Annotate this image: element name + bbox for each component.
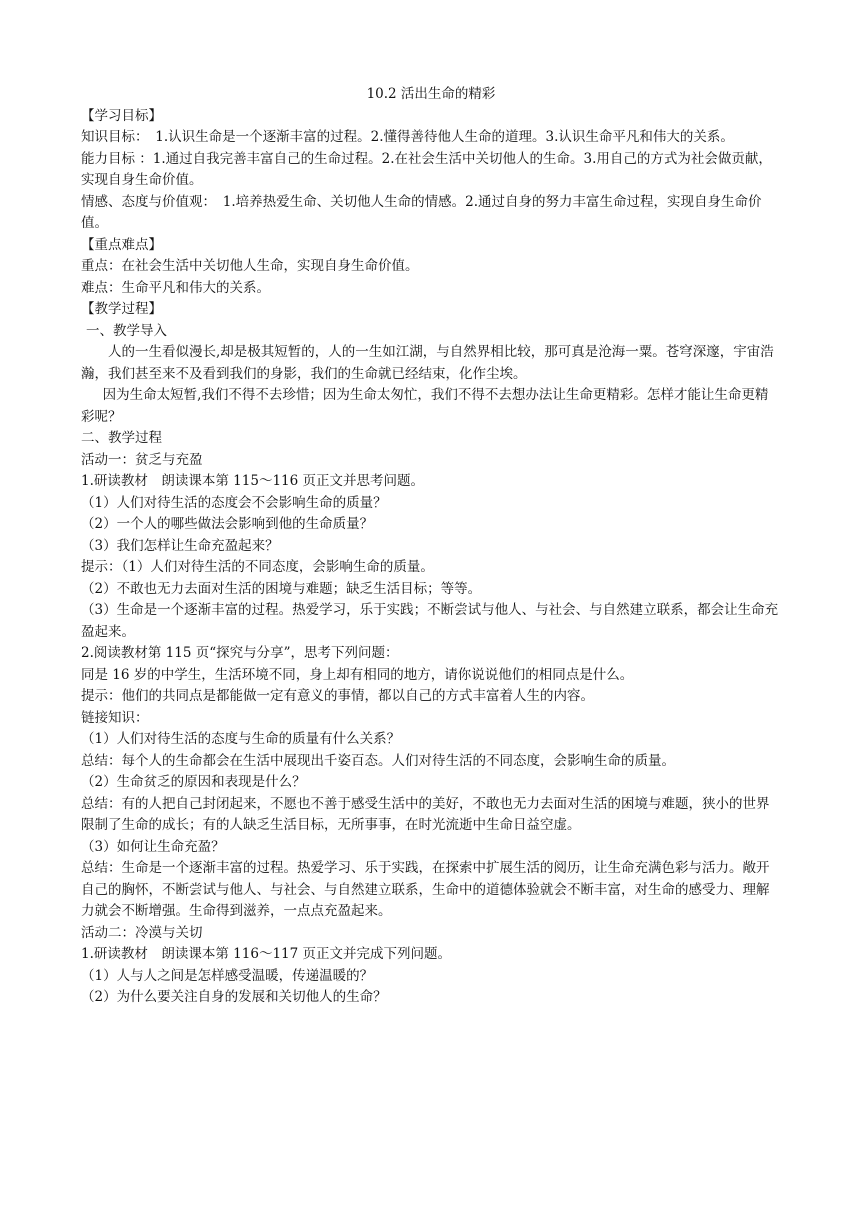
text-line: 总结：生命是一个逐渐丰富的过程。热爱学习、乐于实践，在探索中扩展生活的阅历，让生命充满色彩与活力。敞开自己的胸怀，不断尝试与他人、与社会、与自然建立联系，生命中的道德体验就会不断丰富，对生命的感受力、理解力就会不断增强。生命得到滋养，一点点充盈起来。 bbox=[81, 860, 770, 919]
text-line: 人的一生看似漫长,却是极其短暂的，人的一生如江湖，与自然界相比较，那可真是沧海一粟。苍穹深邃，宇宙浩瀚，我们甚至来不及看到我们的身影，我们的生命就已经结束，化作尘埃。 bbox=[81, 344, 774, 382]
text-line: 一、教学导入 bbox=[86, 322, 167, 339]
text-line: （1）人们对待生活的态度会不会影响生命的质量？ bbox=[81, 494, 387, 511]
text-line: （1）人与人之间是怎样感受温暖，传递温暖的？ bbox=[81, 967, 374, 984]
text-line: 链接知识： bbox=[81, 709, 149, 726]
text-line: （2）为什么要关注自身的发展和关切他人的生命？ bbox=[81, 989, 387, 1005]
text-line: 1.研读教材 朗读课本第 116～117 页正文并完成下列问题。 bbox=[81, 946, 451, 962]
text-line: 【学习目标】 bbox=[81, 107, 162, 124]
text-line: 重点：在社会生活中关切他人生命，实现自身生命价值。 bbox=[81, 258, 419, 274]
text-line: 提示：（1）人们对待生活的不同态度，会影响生命的质量。 bbox=[81, 559, 434, 575]
text-line: （3）我们怎样让生命充盈起来？ bbox=[81, 537, 279, 554]
text-line: （2）生命贫乏的原因和表现是什么？ bbox=[81, 774, 306, 790]
text-line: 难点：生命平凡和伟大的关系。 bbox=[81, 279, 270, 296]
text-line: （3）如何让生命充盈？ bbox=[81, 838, 225, 855]
document-body bbox=[81, 84, 781, 1009]
text-line: 能力目标 ：1.通过自我完善丰富自己的生命过程。2.在社会生活中关切他人的生命。3.用自己的方式为社会做贡献，实现自身生命价值。 bbox=[81, 150, 772, 188]
text-line: （3）生命是一个逐渐丰富的过程。热爱学习，乐于实践；不断尝试与他人、与社会、与自然建立联系，都会让生命充盈起来。 bbox=[81, 602, 779, 640]
document-lines bbox=[81, 106, 781, 1009]
text-line: （1）人们对待生活的态度与生命的质量有什么关系？ bbox=[81, 731, 401, 747]
text-line: 总结：每个人的生命都会在生活中展现出千姿百态。人们对待生活的不同态度，会影响生命的质量。 bbox=[81, 752, 675, 769]
text-line: 总结：有的人把自己封闭起来，不愿也不善于感受生活中的美好，不敢也无力去面对生活的困境与难题，狭小的世界限制了生命的成长；有的人缺乏生活目标，无所事事，在时光流逝中生命日益空虚。 bbox=[81, 795, 770, 833]
text-line: 【教学过程】 bbox=[81, 301, 162, 317]
document-title: 10.2 活出生命的精彩 bbox=[366, 86, 496, 102]
text-line: （2）不敢也无力去面对生活的困境与难题；缺乏生活目标；等等。 bbox=[81, 580, 482, 597]
text-line: 因为生命太短暂,我们不得不去珍惜；因为生命太匆忙，我们不得不去想办法让生命更精彩。怎样才能让生命更精彩呢？ bbox=[81, 387, 769, 425]
text-line: 活动二：冷漠与关切 bbox=[81, 924, 203, 941]
text-line: 知识目标： 1.认识生命是一个逐渐丰富的过程。2.懂得善待他人生命的道理。3.认识生命平凡和伟大的关系。 bbox=[81, 129, 734, 145]
text-line: 1.研读教材 朗读课本第 115～116 页正文并思考问题。 bbox=[81, 473, 424, 489]
text-line: 提示：他们的共同点是都能做一定有意义的事情，都以自己的方式丰富着人生的内容。 bbox=[81, 688, 594, 704]
text-line: 二、教学过程 bbox=[81, 430, 162, 446]
text-line: （2）一个人的哪些做法会影响到他的生命质量？ bbox=[81, 516, 374, 532]
text-line: 2.阅读教材第 115 页“探究与分享”，思考下列问题： bbox=[81, 645, 399, 661]
text-line: 【重点难点】 bbox=[81, 236, 162, 253]
text-line: 同是 16 岁的中学生，生活环境不同，身上却有相同的地方，请你说说他们的相同点是什么。 bbox=[81, 666, 634, 683]
text-line: 活动一：贫乏与充盈 bbox=[81, 451, 203, 468]
text-line: 情感、态度与价值观： 1.培养热爱生命、关切他人生命的情感。2.通过自身的努力丰富生命过程，实现自身生命价值。 bbox=[81, 193, 762, 231]
